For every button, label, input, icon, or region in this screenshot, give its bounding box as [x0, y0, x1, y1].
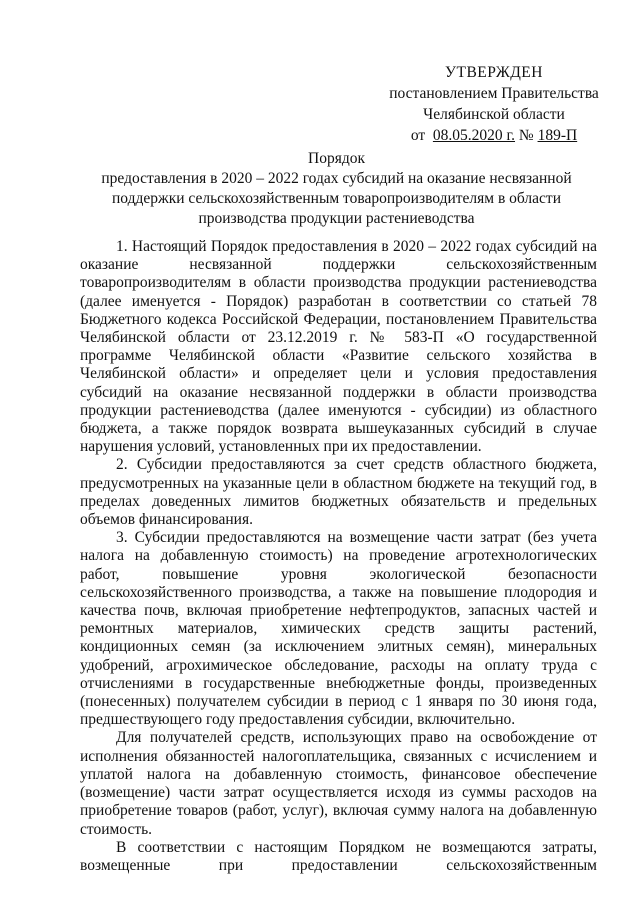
document-header: [70, 149, 603, 229]
document-body: [80, 238, 597, 875]
document-title: Порядок: [308, 150, 365, 167]
approval-title: УТВЕРЖДЕН: [445, 64, 543, 81]
document-subtitle-line-3: производства продукции растениеводства: [198, 210, 475, 227]
paragraph-5: В соответствии с настоящим Порядком не возмещаются затраты, возмещенные при предоставлении сельскохозяйственным: [80, 838, 597, 874]
approval-stamp: [374, 62, 614, 146]
paragraph-2: 2. Субсидии предоставляются за счет средств областного бюджета, предусмотренных на указанные цели в областном бюджете на текущий год, в пределах доведенных лимитов бюджетных обязательств и предельных объемов финансирования.: [80, 456, 597, 529]
approval-line-1: постановлением Правительства: [389, 85, 599, 102]
approval-line-2: Челябинской области: [423, 106, 565, 123]
approval-date: 08.05.2020 г.: [432, 127, 516, 144]
approval-date-prefix: от: [410, 127, 426, 144]
approval-number: 189-П: [537, 127, 578, 144]
document-subtitle-line-2: поддержки сельскохозяйственным товаропроизводителям в области: [112, 190, 561, 207]
approval-number-prefix: №: [518, 127, 534, 144]
approval-date-line: [374, 125, 614, 146]
paragraph-1: 1. Настоящий Порядок предоставления в 2020 – 2022 годах субсидий на оказание несвязанной поддержки сельскохозяйственным товаропроизводителям в области производства продукции растениеводства (далее именуется - Порядок) разработан в соответствии со статьей 78 Бюджетного кодекса Российской Федерации, постановлением Правительства Челябинской области от 23.12.2019 г. № 583-П «О государственной программе Челябинской области «Развитие сельского хозяйства в Челябинской области» и определяет цели и условия предоставления субсидий на оказание несвязанной поддержки в области производства продукции растениеводства (далее именуются - субсидии) из областного бюджета, а также порядок возврата вышеуказанных субсидий в случае нарушения условий, установленных при их предоставлении.: [80, 238, 597, 456]
paragraph-3: 3. Субсидии предоставляются на возмещение части затрат (без учета налога на добавленную стоимость) на проведение агротехнологических работ, повышение уровня экологической безопасности сельскохозяйственного производства, а также на повышение плодородия и качества почв, включая приобретение нефтепродуктов, запасных частей и ремонтных материалов, химических средств защиты растений, кондиционных семян (за исключением элитных семян), минеральных удобрений, агрохимическое обследование, расходы на оплату труда с отчислениями в государственные внебюджетные фонды, произведенных (понесенных) получателем субсидии в период с 1 января по 30 июня года, предшествующего году предоставления субсидии, включительно.: [80, 529, 597, 729]
paragraph-4: Для получателей средств, использующих право на освобождение от исполнения обязанностей налогоплательщика, связанных с исчислением и уплатой налога на добавленную стоимость, финансовое обеспечение (возмещение) части затрат осуществляется исходя из суммы расходов на приобретение товаров (работ, услуг), включая сумму налога на добавленную стоимость.: [80, 729, 597, 838]
document-subtitle-line-1: предоставления в 2020 – 2022 годах субсидий на оказание несвязанной: [101, 170, 572, 187]
